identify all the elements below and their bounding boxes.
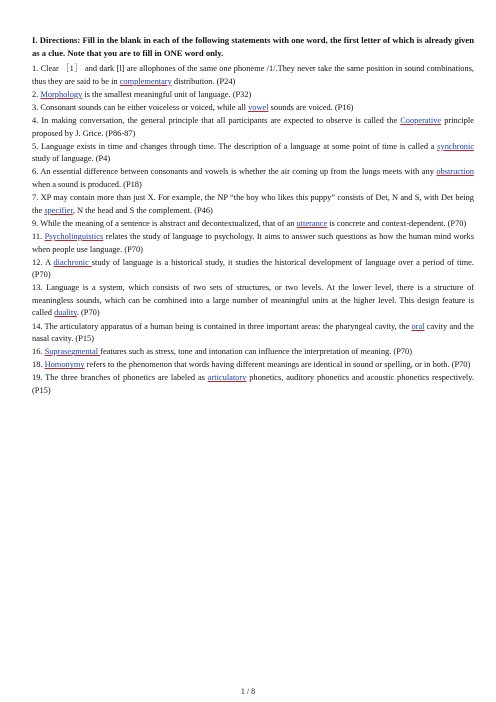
- question-text-before: 13. Language is a system, which consists of two sets of structures, or two levels. At the lower level, there is a structure of meaningless sounds, which can be combined into a large number of meaningful units at the higher level. This design feature is called: [32, 283, 474, 318]
- question-text-after: is concrete and context-dependent. (P70): [327, 218, 467, 228]
- question-text-before: 18.: [32, 360, 45, 370]
- question-item: [32, 321, 474, 346]
- question-text-before: 12. A: [32, 257, 54, 267]
- question-text-before: 6. An essential difference between consonants and vowels is whether the air coming up from the lungs meets with any: [32, 167, 437, 177]
- answer-word: Cooperative: [400, 116, 442, 126]
- answer-word: obstruction: [436, 167, 474, 177]
- question-text-after: . (P70): [76, 308, 100, 318]
- page-number: 1 / 8: [240, 687, 256, 696]
- question-text-before: 11.: [32, 231, 45, 241]
- question-item: [32, 63, 474, 88]
- directions-heading: I. Directions: Fill in the blank in each of the following statements with one word, the first letter of which is already given as a clue. Note that you are to fill in ONE word only.: [32, 35, 474, 58]
- question-item: [32, 372, 474, 397]
- answer-word: oral: [411, 321, 425, 331]
- question-text-before: 4. In making conversation, the general principle that all participants are expected to observe is called the: [32, 116, 401, 126]
- question-list: [32, 63, 474, 397]
- answer-word: Psycholinguistics: [44, 231, 104, 241]
- document-page: [32, 34, 474, 398]
- question-text-after: relates the study of language to psychology. It aims to answer such questions as how the human mind works when people use language. (P70): [32, 231, 474, 254]
- question-item: [32, 89, 474, 102]
- question-text-after: , N the head and S the complement. (P46): [72, 205, 213, 215]
- answer-word: Morphology: [40, 89, 83, 99]
- question-text-after: sounds are voiced. (P16): [268, 102, 354, 112]
- answer-word: utterance: [296, 218, 328, 228]
- question-item: [32, 102, 474, 115]
- question-text-before: 5. Language exists in time and changes through time. The description of a language at some point of time is called a: [32, 141, 438, 151]
- answer-word: Suprasegmental: [44, 347, 101, 357]
- answer-word: vowel: [248, 102, 269, 112]
- question-text-after: phonetics, auditory phonetics and acoustic phonetics respectively. (P15): [32, 373, 474, 396]
- question-text-after: is the smallest meaningful unit of language. (P32): [82, 89, 252, 99]
- question-item: [32, 115, 474, 140]
- answer-word: diachronic: [53, 257, 92, 267]
- question-item: [32, 218, 474, 231]
- question-item: [32, 257, 474, 282]
- question-text-after: study of language. (P4): [32, 154, 111, 164]
- question-text-before: 16.: [32, 347, 45, 357]
- question-text-before: 1. Clear ［1］ and dark [l] are allophones of the same one phoneme /1/.They never take the same position in sound combinations, thus they are said to be in: [32, 64, 474, 86]
- question-item: [32, 166, 474, 191]
- question-text-before: 9. While the meaning of a sentence is abstract and decontextualized, that of an: [32, 218, 297, 228]
- answer-word: Homonymy: [44, 360, 85, 370]
- question-text-after: features such as stress, tone and intonation can influence the interpretation of meaning. (P70): [100, 347, 413, 357]
- question-item: [32, 192, 474, 217]
- question-item: [32, 141, 474, 166]
- question-text-after: principle proposed by J. Grice. (P86-87): [32, 116, 474, 138]
- question-text-after: when a sound is produced. (P18): [32, 180, 142, 190]
- question-text-before: 2.: [32, 89, 41, 99]
- answer-word: synchronic: [437, 141, 474, 151]
- answer-word: articulatory: [207, 373, 247, 383]
- answer-word: complementary: [119, 76, 172, 86]
- question-text-before: 14. The articulatory apparatus of a human being is contained in three important areas: the pharyngeal cavity, the: [32, 321, 412, 331]
- question-item: [32, 346, 474, 359]
- question-text-after: study of language is a historical study, it studies the historical development of language over a period of time. (P70): [32, 257, 474, 280]
- question-text-before: 3. Consonant sounds can be either voiceless or voiced, while all: [32, 102, 249, 112]
- answer-word: duality: [54, 308, 77, 318]
- question-text-before: 19. The three branches of phonetics are labeled as: [32, 373, 208, 383]
- question-text-before: 7. XP may contain more than just X. For example, the NP “the boy who likes this puppy” consists of Det, N and S, with Det being the: [32, 193, 474, 215]
- answer-word: specifier: [44, 205, 73, 215]
- question-text-after: distribution. (P24): [171, 76, 236, 86]
- question-item: [32, 231, 474, 256]
- question-item: [32, 359, 474, 372]
- question-text-after: refers to the phenomenon that words having different meanings are identical in sound or spelling, or in both. (P70): [84, 360, 471, 370]
- question-item: [32, 282, 474, 320]
- question-text-after: cavity and the nasal cavity. (P15): [32, 321, 474, 344]
